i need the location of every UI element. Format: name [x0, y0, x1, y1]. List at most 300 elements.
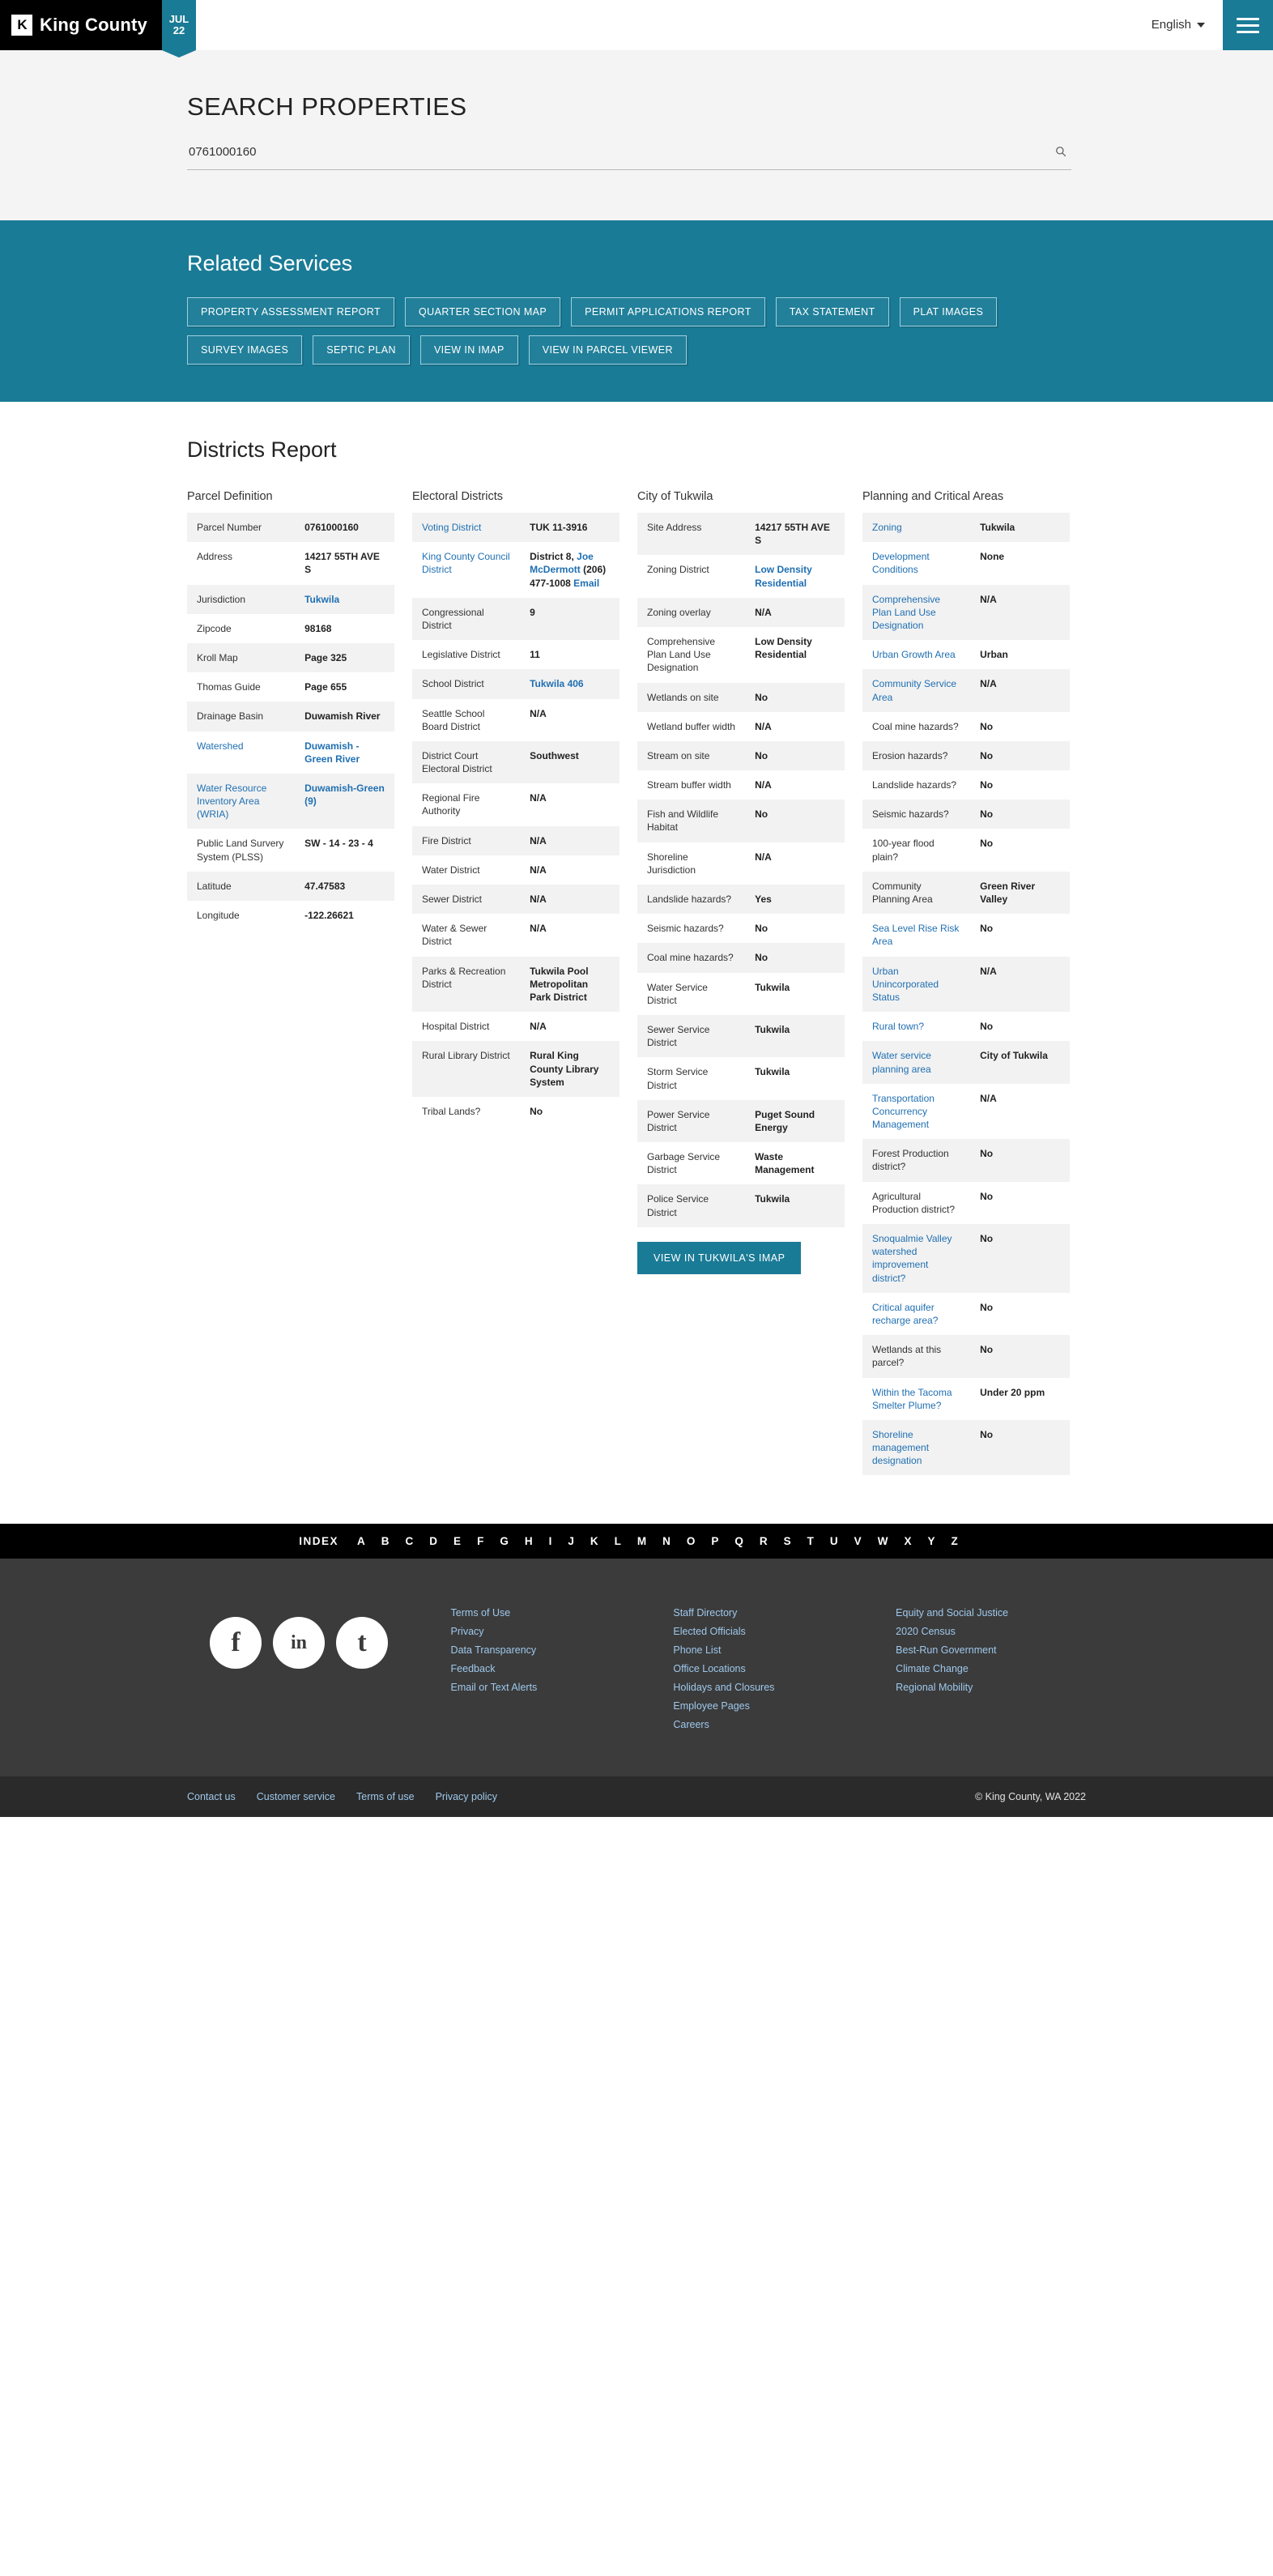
table-cell-key[interactable] — [862, 513, 970, 542]
index-letter-N[interactable]: N — [662, 1535, 671, 1548]
table-cell-value: None — [970, 542, 1070, 584]
footer-link[interactable]: Best-Run Government — [896, 1644, 997, 1657]
table-cell-key[interactable] — [412, 542, 520, 598]
table-cell-key: Parcel Number — [187, 513, 295, 542]
index-letter-G[interactable]: G — [500, 1535, 509, 1548]
table-row — [862, 1420, 1070, 1476]
report-table — [412, 513, 619, 1126]
footer-bottom-link[interactable]: Terms of use — [356, 1791, 415, 1803]
table-key-link[interactable]: Watershed — [197, 740, 244, 752]
related-service-button-1[interactable]: QUARTER SECTION MAP — [405, 297, 560, 326]
king-county-logo[interactable] — [0, 0, 162, 50]
table-cell-value[interactable] — [295, 774, 394, 830]
table-value-link[interactable]: Tukwila 406 — [530, 678, 584, 690]
table-row — [187, 872, 394, 901]
table-cell-value: Green River Valley — [970, 872, 1070, 914]
index-letter-D[interactable]: D — [429, 1535, 439, 1548]
table-cell-value: Rural King County Library System — [520, 1041, 619, 1097]
table-cell-key[interactable] — [862, 957, 970, 1013]
table-cell-key: Agricultural Production district? — [862, 1182, 970, 1224]
table-cell-key: Sewer District — [412, 885, 520, 914]
table-row — [412, 826, 619, 855]
footer-link[interactable]: Equity and Social Justice — [896, 1607, 1009, 1619]
table-row — [862, 712, 1070, 741]
chevron-down-icon — [1197, 23, 1205, 28]
table-cell-key: Landslide hazards? — [637, 885, 745, 914]
language-selector[interactable] — [1134, 0, 1223, 49]
search-input[interactable] — [187, 142, 1050, 162]
table-row — [412, 1097, 619, 1126]
table-row — [862, 1378, 1070, 1420]
table-key-link[interactable]: Sea Level Rise Risk Area — [872, 923, 960, 948]
index-letter-W[interactable]: W — [877, 1535, 889, 1548]
report-column-title: Planning and Critical Areas — [862, 490, 1004, 503]
king-county-logo-icon: K — [11, 15, 32, 36]
index-letter-C[interactable]: C — [405, 1535, 415, 1548]
table-row — [637, 943, 845, 972]
footer-link[interactable]: Data Transparency — [450, 1644, 537, 1657]
table-cell-value[interactable]: District 8, Joe McDermott (206) 477-1008 Email — [520, 542, 619, 598]
table-cell-value: Waste Management — [745, 1142, 845, 1184]
table-cell-key: School District — [412, 669, 520, 698]
related-service-button-6[interactable]: SEPTIC PLAN — [313, 335, 410, 365]
table-cell-key: Drainage Basin — [187, 702, 295, 731]
table-cell-value: Low Density Residential — [745, 627, 845, 683]
table-value-link[interactable]: Tukwila — [304, 593, 340, 605]
related-service-button-4[interactable]: PLAT IMAGES — [900, 297, 998, 326]
table-cell-value[interactable] — [520, 669, 619, 698]
table-row — [637, 770, 845, 800]
table-cell-key: Thomas Guide — [187, 672, 295, 702]
table-row — [637, 513, 845, 555]
table-cell-key[interactable] — [862, 669, 970, 711]
index-letter-P[interactable]: P — [711, 1535, 720, 1548]
table-cell-value: 47.47583 — [295, 872, 394, 901]
table-key-link[interactable]: Water service planning area — [872, 1050, 931, 1075]
report-column-1 — [412, 490, 619, 1126]
table-key-link[interactable]: Rural town? — [872, 1021, 925, 1033]
table-row — [862, 741, 1070, 770]
table-cell-value: No — [970, 1224, 1070, 1293]
table-cell-value: N/A — [970, 585, 1070, 641]
table-cell-value: Tukwila — [745, 1184, 845, 1226]
footer-link[interactable]: Careers — [673, 1719, 709, 1731]
index-letter-X[interactable]: X — [904, 1535, 913, 1548]
table-row — [637, 885, 845, 914]
table-key-link[interactable]: Shoreline management designation — [872, 1428, 930, 1467]
table-cell-key: Rural Library District — [412, 1041, 520, 1097]
site-logo-text: King County — [40, 15, 147, 35]
index-letter-B[interactable]: B — [381, 1535, 390, 1548]
table-cell-value: Page 325 — [295, 643, 394, 672]
view-in-tukwila-imap-button[interactable]: VIEW IN TUKWILA'S IMAP — [637, 1242, 801, 1274]
menu-bar-2 — [1237, 24, 1259, 27]
table-cell-key: Hospital District — [412, 1012, 520, 1041]
footer-link[interactable]: 2020 Census — [896, 1626, 956, 1638]
table-cell-key[interactable] — [187, 731, 295, 774]
table-row — [637, 1142, 845, 1184]
table-cell-key: Water & Sewer District — [412, 914, 520, 956]
table-row — [862, 1139, 1070, 1181]
table-cell-key[interactable] — [862, 542, 970, 584]
table-cell-key: Landslide hazards? — [862, 770, 970, 800]
table-key-link[interactable]: Within the Tacoma Smelter Plume? — [872, 1386, 952, 1411]
date-badge — [162, 0, 196, 50]
table-cell-value: No — [970, 1012, 1070, 1041]
table-row — [187, 774, 394, 830]
table-cell-value: N/A — [970, 669, 1070, 711]
table-cell-value: No — [970, 741, 1070, 770]
table-cell-key[interactable] — [862, 585, 970, 641]
table-cell-value: N/A — [745, 598, 845, 627]
table-cell-value: -122.26621 — [295, 901, 394, 930]
footer-link[interactable]: Email or Text Alerts — [450, 1682, 538, 1694]
table-row — [412, 669, 619, 698]
table-cell-value: No — [970, 829, 1070, 871]
table-cell-key: Fish and Wildlife Habitat — [637, 800, 745, 842]
table-cell-value: N/A — [520, 885, 619, 914]
footer-column-3 — [896, 1591, 1086, 1738]
table-cell-key: Parks & Recreation District — [412, 957, 520, 1013]
footer-link[interactable]: Terms of Use — [450, 1607, 511, 1619]
table-key-link[interactable]: Community Service Area — [872, 678, 957, 703]
table-row — [412, 1012, 619, 1041]
table-key-link[interactable]: Zoning — [872, 522, 902, 533]
table-cell-key[interactable] — [862, 1084, 970, 1140]
table-row — [862, 585, 1070, 641]
search-properties-section — [0, 50, 1273, 220]
table-row — [412, 741, 619, 783]
date-badge-day: 22 — [172, 24, 185, 36]
date-badge-month: JUL — [168, 13, 189, 26]
menu-bar-3 — [1237, 31, 1259, 33]
table-cell-value: No — [970, 712, 1070, 741]
table-cell-value[interactable] — [745, 555, 845, 597]
table-cell-value: Tukwila — [745, 973, 845, 1015]
table-cell-value: N/A — [970, 957, 1070, 1013]
table-row — [412, 513, 619, 542]
table-cell-value: Tukwila Pool Metropolitan Park District — [520, 957, 619, 1013]
table-row — [187, 829, 394, 871]
header-spacer — [196, 0, 1134, 49]
table-cell-key[interactable] — [862, 1041, 970, 1083]
table-cell-value[interactable] — [295, 585, 394, 614]
table-key-link[interactable]: Critical aquifer recharge area? — [872, 1301, 939, 1326]
table-cell-key: Power Service District — [637, 1100, 745, 1142]
table-row — [637, 1184, 845, 1226]
table-cell-value: No — [970, 1420, 1070, 1476]
table-key-link[interactable]: Comprehensive Plan Land Use Designation — [872, 593, 941, 631]
table-cell-key: Water Service District — [637, 973, 745, 1015]
table-row — [637, 973, 845, 1015]
index-letter-K[interactable]: K — [590, 1535, 599, 1548]
table-cell-key: Regional Fire Authority — [412, 783, 520, 825]
table-row — [412, 598, 619, 640]
table-cell-key: Site Address — [637, 513, 745, 555]
report-column-2 — [637, 490, 845, 1274]
table-row — [637, 627, 845, 683]
index-letter-R[interactable]: R — [759, 1535, 768, 1548]
report-column-0 — [187, 490, 394, 930]
table-row — [862, 640, 1070, 669]
index-letter-L[interactable]: L — [614, 1535, 622, 1548]
table-row — [862, 914, 1070, 956]
table-cell-key[interactable] — [862, 1224, 970, 1293]
table-row — [412, 783, 619, 825]
table-key-link[interactable]: Urban Growth Area — [872, 649, 956, 661]
site-footer — [0, 1559, 1273, 1776]
table-cell-key: Erosion hazards? — [862, 741, 970, 770]
index-letter-F[interactable]: F — [477, 1535, 485, 1548]
table-cell-value: SW - 14 - 23 - 4 — [295, 829, 394, 871]
table-cell-key: Stream buffer width — [637, 770, 745, 800]
footer-link[interactable]: Holidays and Closures — [673, 1682, 775, 1694]
table-value-link[interactable]: Duwamish-Green (9) — [304, 782, 385, 808]
footer-column-1 — [451, 1591, 641, 1738]
index-letter-E[interactable]: E — [453, 1535, 462, 1548]
table-row — [862, 957, 1070, 1013]
table-cell-value: N/A — [970, 1084, 1070, 1140]
table-cell-key: Garbage Service District — [637, 1142, 745, 1184]
table-row — [637, 683, 845, 712]
table-row — [862, 1041, 1070, 1083]
table-cell-value: No — [970, 770, 1070, 800]
index-letter-A[interactable]: A — [357, 1535, 366, 1548]
table-cell-value: No — [745, 800, 845, 842]
table-cell-key[interactable] — [187, 774, 295, 830]
table-cell-value: No — [745, 943, 845, 972]
index-letter-U[interactable]: U — [829, 1535, 839, 1548]
table-row — [862, 872, 1070, 914]
table-cell-key: Wetlands at this parcel? — [862, 1335, 970, 1377]
table-cell-key: Zipcode — [187, 614, 295, 643]
footer-link[interactable]: Phone List — [673, 1644, 722, 1657]
footer-link[interactable]: Climate Change — [896, 1663, 969, 1675]
table-key-link[interactable]: Snoqualmie Valley watershed improvement district? — [872, 1233, 952, 1284]
table-cell-key: Congressional District — [412, 598, 520, 640]
table-cell-value: No — [970, 914, 1070, 956]
index-letter-Z[interactable]: Z — [951, 1535, 959, 1548]
table-row — [412, 855, 619, 885]
table-cell-key: Latitude — [187, 872, 295, 901]
language-selector-label: English — [1151, 18, 1191, 32]
footer-bottom-links — [187, 1791, 518, 1802]
table-row — [862, 1182, 1070, 1224]
social-links — [187, 1591, 419, 1738]
table-cell-key: Tribal Lands? — [412, 1097, 520, 1126]
table-cell-key[interactable] — [862, 914, 970, 956]
table-cell-key: Shoreline Jurisdiction — [637, 842, 745, 885]
table-row — [637, 555, 845, 597]
footer-bottom-link[interactable]: Customer service — [256, 1791, 336, 1803]
table-cell-value: Tukwila — [745, 1057, 845, 1099]
table-row — [412, 542, 619, 598]
table-key-link[interactable]: Development Conditions — [872, 551, 930, 576]
facebook-icon[interactable]: f — [210, 1617, 262, 1669]
index-label: INDEX — [299, 1535, 339, 1548]
table-cell-value: No — [520, 1097, 619, 1126]
table-cell-value[interactable] — [295, 731, 394, 774]
table-cell-value: N/A — [745, 770, 845, 800]
linkedin-icon[interactable]: in — [273, 1617, 325, 1669]
related-service-button-2[interactable]: PERMIT APPLICATIONS REPORT — [571, 297, 765, 326]
table-cell-value: N/A — [520, 699, 619, 741]
table-cell-value: No — [970, 1182, 1070, 1224]
table-cell-key: Storm Service District — [637, 1057, 745, 1099]
table-row — [862, 1084, 1070, 1140]
table-cell-value: N/A — [520, 826, 619, 855]
copyright-text: © King County, WA 2022 — [974, 1791, 1086, 1803]
index-letter-H[interactable]: H — [524, 1535, 534, 1548]
related-service-button-0[interactable]: PROPERTY ASSESSMENT REPORT — [187, 297, 394, 326]
related-service-button-3[interactable]: TAX STATEMENT — [776, 297, 889, 326]
table-row — [637, 1100, 845, 1142]
table-row — [637, 1015, 845, 1057]
table-cell-key[interactable] — [412, 513, 520, 542]
email-link[interactable]: Email — [573, 577, 600, 589]
table-cell-key: Zoning District — [637, 555, 745, 597]
footer-link[interactable]: Privacy — [450, 1626, 484, 1638]
index-letter-S[interactable]: S — [783, 1535, 792, 1548]
index-letter-M[interactable]: M — [636, 1535, 648, 1548]
index-letter-O[interactable]: O — [686, 1535, 696, 1548]
twitter-icon[interactable]: t — [336, 1617, 388, 1669]
related-service-button-8[interactable]: VIEW IN PARCEL VIEWER — [529, 335, 687, 365]
related-services-title: Related Services — [187, 251, 353, 275]
table-row — [637, 842, 845, 885]
table-cell-value: Puget Sound Energy — [745, 1100, 845, 1142]
table-row — [187, 614, 394, 643]
table-cell-key: Kroll Map — [187, 643, 295, 672]
report-table — [862, 513, 1070, 1475]
table-row — [637, 712, 845, 741]
table-cell-key: Coal mine hazards? — [862, 712, 970, 741]
table-row — [187, 702, 394, 731]
footer-link[interactable]: Office Locations — [673, 1663, 746, 1675]
table-cell-value: Yes — [745, 885, 845, 914]
index-letters — [357, 1535, 974, 1547]
table-cell-key: Sewer Service District — [637, 1015, 745, 1057]
report-column-title: City of Tukwila — [637, 490, 713, 503]
council-member-link[interactable]: Joe McDermott — [530, 551, 594, 576]
table-row — [412, 640, 619, 669]
table-cell-key: Stream on site — [637, 741, 745, 770]
table-cell-key: Zoning overlay — [637, 598, 745, 627]
table-cell-value: No — [970, 1293, 1070, 1335]
table-key-link[interactable]: Transportation Concurrency Management — [872, 1092, 935, 1131]
table-cell-value: No — [745, 914, 845, 943]
table-cell-key: Water District — [412, 855, 520, 885]
table-cell-key[interactable] — [862, 1012, 970, 1041]
related-service-button-5[interactable]: SURVEY IMAGES — [187, 335, 302, 365]
table-row — [637, 741, 845, 770]
table-cell-key: 100-year flood plain? — [862, 829, 970, 871]
table-row — [187, 542, 394, 584]
table-cell-key[interactable] — [862, 1378, 970, 1420]
table-cell-key[interactable] — [862, 1293, 970, 1335]
table-row — [637, 1057, 845, 1099]
table-cell-value: Under 20 ppm — [970, 1378, 1070, 1420]
table-cell-key: Wetland buffer width — [637, 712, 745, 741]
table-key-link[interactable]: Urban Unincorporated Status — [872, 965, 939, 1003]
index-letter-T[interactable]: T — [807, 1535, 815, 1548]
table-cell-key: Community Planning Area — [862, 872, 970, 914]
table-key-link[interactable]: King County Council District — [422, 551, 510, 576]
table-cell-value: Tukwila — [970, 513, 1070, 542]
index-letter-V[interactable]: V — [854, 1535, 862, 1548]
footer-bottom-link[interactable]: Privacy policy — [435, 1791, 497, 1803]
table-cell-key: Police Service District — [637, 1184, 745, 1226]
related-service-button-7[interactable]: VIEW IN IMAP — [420, 335, 518, 365]
search-icon[interactable] — [1050, 141, 1071, 162]
table-key-link[interactable]: Voting District — [422, 522, 482, 533]
table-cell-key: Comprehensive Plan Land Use Designation — [637, 627, 745, 683]
footer-link[interactable]: Feedback — [450, 1663, 496, 1675]
table-row — [862, 513, 1070, 542]
table-row — [412, 957, 619, 1013]
table-cell-key: Public Land Survery System (PLSS) — [187, 829, 295, 871]
table-cell-value: 14217 55TH AVE S — [295, 542, 394, 584]
index-letter-Q[interactable]: Q — [734, 1535, 744, 1548]
table-cell-key: Seattle School Board District — [412, 699, 520, 741]
table-row — [187, 643, 394, 672]
report-table — [637, 513, 845, 1227]
hamburger-menu-icon[interactable] — [1223, 0, 1273, 50]
footer-bottom-link[interactable]: Contact us — [187, 1791, 236, 1803]
table-cell-value: TUK 11-3916 — [520, 513, 619, 542]
footer-link[interactable]: Elected Officials — [673, 1626, 746, 1638]
table-row — [862, 1224, 1070, 1293]
table-cell-value: Urban — [970, 640, 1070, 669]
table-cell-value: City of Tukwila — [970, 1041, 1070, 1083]
index-letter-J[interactable]: J — [568, 1535, 575, 1548]
table-row — [862, 1335, 1070, 1377]
search-bar — [187, 141, 1071, 170]
table-key-link[interactable]: Water Resource Inventory Area (WRIA) — [197, 782, 267, 821]
table-row — [412, 1041, 619, 1097]
site-header — [0, 0, 1273, 50]
table-cell-key: Fire District — [412, 826, 520, 855]
table-row — [862, 542, 1070, 584]
table-value-link[interactable]: Duwamish - Green River — [304, 740, 360, 765]
table-cell-value: 11 — [520, 640, 619, 669]
table-cell-key[interactable] — [862, 640, 970, 669]
table-cell-value: 0761000160 — [295, 513, 394, 542]
table-cell-value: N/A — [745, 842, 845, 885]
table-value-link[interactable]: Low Density Residential — [755, 564, 812, 589]
table-cell-key: Wetlands on site — [637, 683, 745, 712]
table-row — [637, 598, 845, 627]
table-cell-key: Forest Production district? — [862, 1139, 970, 1181]
index-letter-I[interactable]: I — [548, 1535, 553, 1548]
alphabet-index-bar — [0, 1524, 1273, 1559]
table-cell-value: N/A — [520, 783, 619, 825]
page-title: SEARCH PROPERTIES — [187, 92, 467, 121]
index-letter-Y[interactable]: Y — [927, 1535, 936, 1548]
table-cell-value: Southwest — [520, 741, 619, 783]
footer-link[interactable]: Regional Mobility — [896, 1682, 973, 1694]
table-row — [412, 885, 619, 914]
table-row — [187, 513, 394, 542]
footer-link[interactable]: Employee Pages — [673, 1700, 750, 1712]
footer-link[interactable]: Staff Directory — [673, 1607, 738, 1619]
table-row — [862, 669, 1070, 711]
table-cell-key[interactable] — [862, 1420, 970, 1476]
table-cell-key: Address — [187, 542, 295, 584]
table-cell-value: N/A — [520, 1012, 619, 1041]
table-row — [187, 731, 394, 774]
table-cell-value: N/A — [520, 914, 619, 956]
